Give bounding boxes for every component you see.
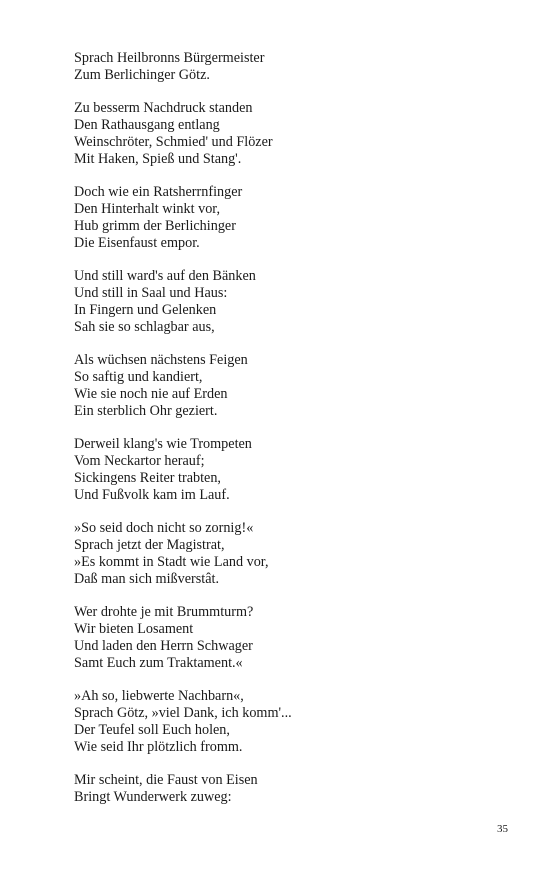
poem-line: So saftig und kandiert, <box>74 369 203 386</box>
stanza <box>74 352 514 419</box>
poem-line: Bringt Wunderwerk zuweg: <box>74 789 232 806</box>
poem-body <box>74 50 514 823</box>
poem-line: Als wüchsen nächstens Feigen <box>74 352 248 369</box>
poem-line: Sickingens Reiter trabten, <box>74 469 221 486</box>
poem-line: Wir bieten Losament <box>74 621 194 638</box>
poem-line: Der Teufel soll Euch holen, <box>74 721 230 738</box>
poem-line: Ein sterblich Ohr geziert. <box>74 402 218 419</box>
poem-line: Samt Euch zum Traktament.« <box>74 654 243 671</box>
poem-line: Sprach Heilbronns Bürgermeister <box>74 50 265 66</box>
stanza <box>74 436 514 503</box>
poem-line: Hub grimm der Berlichinger <box>74 217 236 234</box>
stanza <box>74 688 514 755</box>
stanza <box>74 268 514 335</box>
poem-line: Mir scheint, die Faust von Eisen <box>74 772 258 789</box>
poem-line: Wie seid Ihr plötzlich fromm. <box>74 738 243 755</box>
poem-line: Und laden den Herrn Schwager <box>74 637 253 654</box>
stanza <box>74 604 514 671</box>
poem-line: Wer drohte je mit Brummturm? <box>74 604 254 621</box>
poem-line: Doch wie ein Ratsherrnfinger <box>74 184 243 201</box>
poem-line: Weinschröter, Schmied' und Flözer <box>74 133 273 150</box>
poem-line: Vom Neckartor herauf; <box>74 453 205 470</box>
stanza <box>74 520 514 587</box>
poem-line: Zu besserm Nachdruck standen <box>74 100 253 117</box>
stanza <box>74 184 514 251</box>
poem-line: Zum Berlichinger Götz. <box>74 66 210 83</box>
poem-line: Sah sie so schlagbar aus, <box>74 318 215 335</box>
poem-line: Und still ward's auf den Bänken <box>74 268 256 285</box>
poem-line: Wie sie noch nie auf Erden <box>74 385 228 402</box>
stanza <box>74 772 514 806</box>
poem-line: Sprach Götz, »viel Dank, ich komm'... <box>74 705 292 722</box>
poem-line: Die Eisenfaust empor. <box>74 234 200 251</box>
poem-line: »Ah so, liebwerte Nachbarn«, <box>74 688 244 705</box>
poem-line: Derweil klang's wie Trompeten <box>74 436 252 453</box>
poem-line: Und still in Saal und Haus: <box>74 285 228 302</box>
poem-line: »So seid doch nicht so zornig!« <box>74 520 254 537</box>
poem-line: Daß man sich mißverstât. <box>74 570 219 587</box>
stanza <box>74 50 514 84</box>
page-number: 35 <box>497 823 508 835</box>
poem-line: Den Hinterhalt winkt vor, <box>74 201 221 218</box>
poem-line: Mit Haken, Spieß und Stang'. <box>74 150 242 167</box>
poem-line: »Es kommt in Stadt wie Land vor, <box>74 553 269 570</box>
poem-line: Sprach jetzt der Magistrat, <box>74 537 225 554</box>
stanza <box>74 100 514 167</box>
poem-line: Den Rathausgang entlang <box>74 117 220 134</box>
poem-line: In Fingern und Gelenken <box>74 301 217 318</box>
poem-line: Und Fußvolk kam im Lauf. <box>74 486 230 503</box>
